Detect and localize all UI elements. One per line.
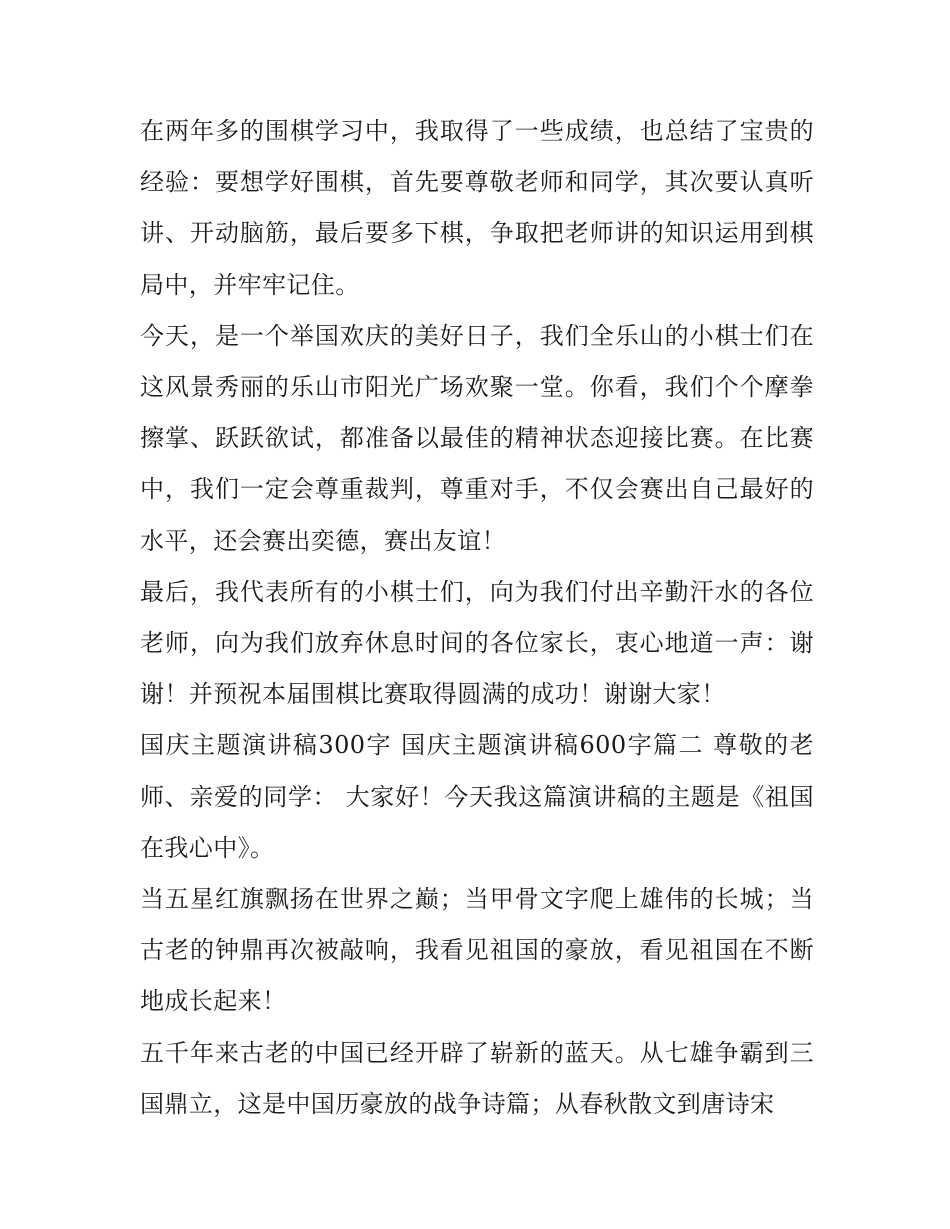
paragraph-history: 五千年来古老的中国已经开辟了崭新的蓝天。从七雄争霸到三国鼎立，这是中国历豪放的战争诗篇；从春秋散文到唐诗宋 — [140, 1038, 814, 1118]
paragraph-competition-day: 今天，是一个举国欢庆的美好日子，我们全乐山的小棋士们在这风景秀丽的乐山市阳光广场欢聚一堂。你看，我们个个摩拳擦掌、跃跃欲试，都准备以最佳的精神状态迎接比赛。在比赛中，我们一定会尊重裁判，尊重对手，不仅会赛出自己最好的水平，还会赛出奕德，赛出友谊！ — [140, 321, 814, 555]
paragraph-flag: 当五星红旗飘扬在世界之巅；当甲骨文字爬上雄伟的长城；当古老的钟鼎再次被敲响，我看见祖国的豪放，看见祖国在不断地成长起来！ — [140, 885, 814, 1016]
paragraph-thanks: 最后，我代表所有的小棋士们，向为我们付出辛勤汗水的各位老师，向为我们放弃休息时间的各位家长，衷心地道一声：谢谢！并预祝本届围棋比赛取得圆满的成功！谢谢大家！ — [140, 577, 814, 709]
paragraph-speech-title: 国庆主题演讲稿300字 国庆主题演讲稿600字篇二 尊敬的老师、亲爱的同学： 大家好！今天我这篇演讲稿的主题是《祖国在我心中》。 — [140, 731, 814, 862]
paragraph-go-experience: 在两年多的围棋学习中，我取得了一些成绩，也总结了宝贵的经验：要想学好围棋，首先要尊敬老师和同学，其次要认真听讲、开动脑筋，最后要多下棋，争取把老师讲的知识运用到棋局中，并牢牢记住。 — [140, 117, 814, 299]
document-body — [140, 106, 814, 1130]
